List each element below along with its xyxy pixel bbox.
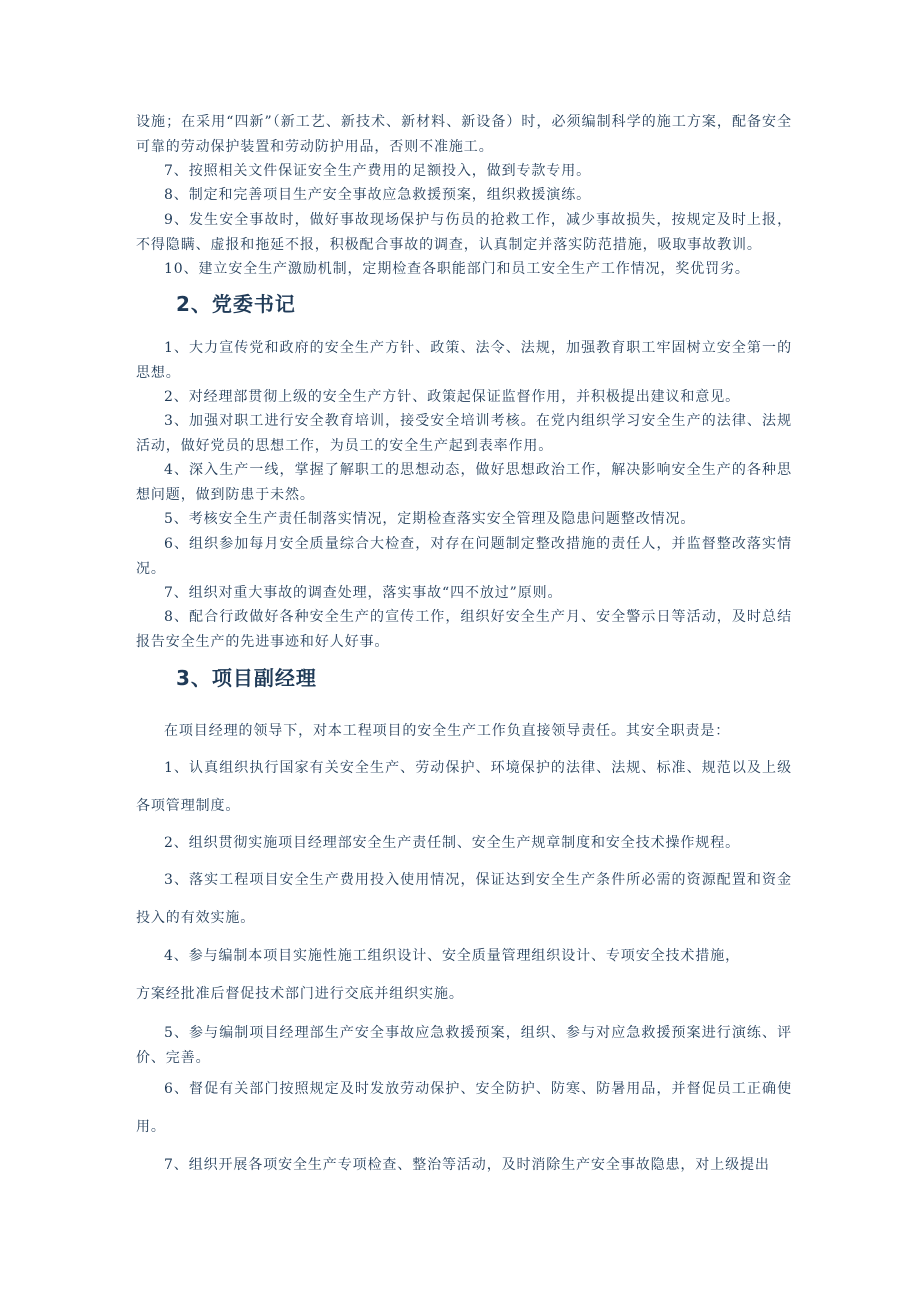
paragraph-section2-item7: 7、组织对重大事故的调查处理，落实事故“四不放过”原则。 (164, 585, 563, 601)
paragraph-section1-item10: 10、建立安全生产激励机制，定期检查各职能部门和员工安全生产工作情况，奖优罚劣。 (164, 261, 750, 277)
paragraph-section2-item5: 5、考核安全生产责任制落实情况，定期检查落实安全管理及隐患问题整改情况。 (164, 511, 696, 527)
paragraph-section3-item1: 1、认真组织执行国家有关安全生产、劳动保护、环境保护的法律、法规、标准、规范以及上级各项管理制度。 (136, 760, 792, 814)
paragraph-section3-item7: 7、组织开展各项安全生产专项检查、整治等活动，及时消除生产安全事故隐患，对上级提出 (164, 1157, 770, 1173)
paragraph-section3-item6: 6、督促有关部门按照规定及时发放劳动保护、安全防护、防寒、防暑用品，并督促员工正确使用。 (136, 1081, 792, 1135)
paragraph-section1-cont: 设施；在采用“四新”（新工艺、新技术、新材料、新设备）时，必须编制科学的施工方案，配备安全可靠的劳动保护装置和劳动防护用品，否则不准施工。 (136, 114, 792, 155)
paragraph-section1-item9: 9、发生安全事故时，做好事故现场保护与伤员的抢救工作，减少事故损失，按规定及时上报，不得隐瞒、虚报和拖延不报，积极配合事故的调查，认真制定并落实防范措施，吸取事故教训。 (136, 212, 792, 253)
section-heading-deputy-manager: 3、项目副经理 (176, 666, 317, 690)
paragraph-section2-item8: 8、配合行政做好各种安全生产的宣传工作，组织好安全生产月、安全警示日等活动，及时总结报告安全生产的先进事迹和好人好事。 (136, 609, 792, 650)
paragraph-section2-item1: 1、大力宣传党和政府的安全生产方针、政策、法令、法规，加强教育职工牢固树立安全第一的思想。 (136, 340, 792, 381)
paragraph-section3-item4-cont: 方案经批准后督促技术部门进行交底并组织实施。 (136, 986, 464, 1002)
paragraph-section3-intro: 在项目经理的领导下，对本工程项目的安全生产工作负直接领导责任。其安全职责是： (164, 723, 731, 739)
paragraph-section2-item4: 4、深入生产一线，掌握了解职工的思想动态，做好思想政治工作，解决影响安全生产的各种思想问题，做到防患于未然。 (136, 462, 792, 503)
paragraph-section3-item4: 4、参与编制本项目实施性施工组织设计、安全质量管理组织设计、专项安全技术措施， (164, 948, 741, 964)
paragraph-section2-item2: 2、对经理部贯彻上级的安全生产方针、政策起保证监督作用，并积极提出建议和意见。 (164, 389, 741, 405)
section-heading-party-secretary: 2、党委书记 (176, 292, 296, 316)
paragraph-section2-item6: 6、组织参加每月安全质量综合大检查，对存在问题制定整改措施的责任人，并监督整改落实情况。 (136, 536, 792, 577)
paragraph-section1-item7: 7、按照相关文件保证安全生产费用的足额投入，做到专款专用。 (164, 163, 592, 179)
paragraph-section3-item3: 3、落实工程项目安全生产费用投入使用情况，保证达到安全生产条件所必需的资源配置和资金投入的有效实施。 (136, 872, 792, 926)
paragraph-section1-item8: 8、制定和完善项目生产安全事故应急救援预案，组织救援演练。 (164, 187, 592, 203)
paragraph-section3-item2: 2、组织贯彻实施项目经理部安全生产责任制、安全生产规章制度和安全技术操作规程。 (164, 835, 741, 851)
paragraph-section2-item3: 3、加强对职工进行安全教育培训，接受安全培训考核。在党内组织学习安全生产的法律、法规活动，做好党员的思想工作，为员工的安全生产起到表率作用。 (136, 413, 792, 454)
paragraph-section3-item5: 5、参与编制项目经理部生产安全事故应急救援预案，组织、参与对应急救援预案进行演练、评价、完善。 (136, 1025, 792, 1066)
